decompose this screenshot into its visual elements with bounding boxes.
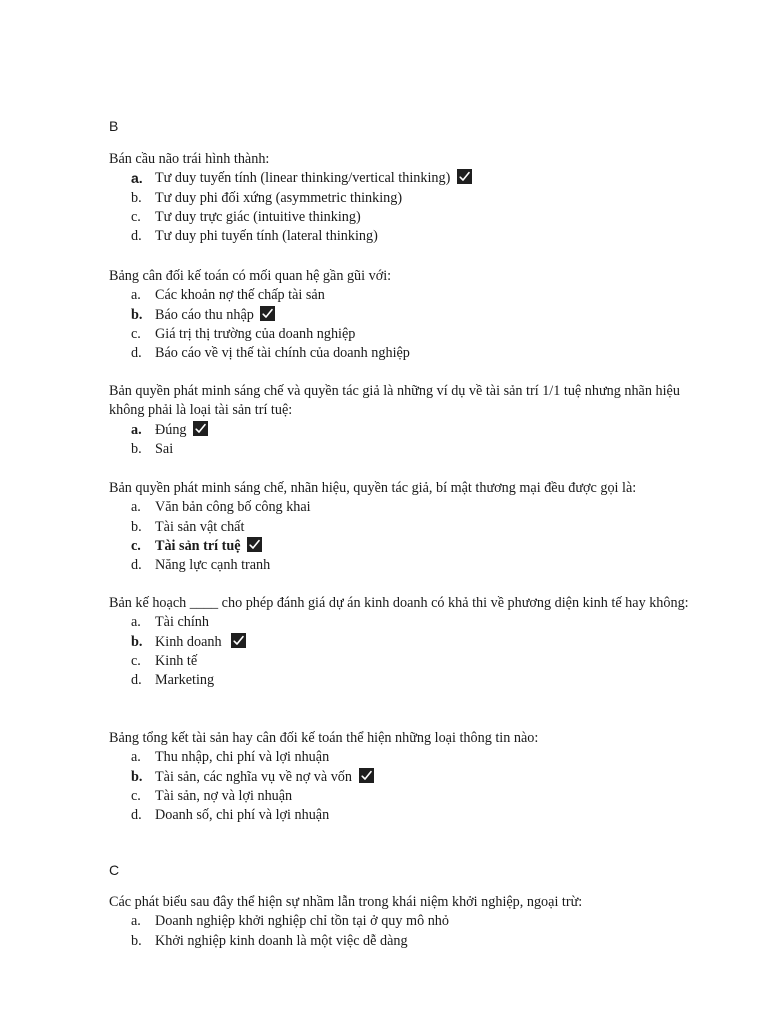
option-letter: d. xyxy=(131,345,142,362)
option-list xyxy=(109,613,694,690)
option-letter: a. xyxy=(131,913,141,930)
option-text: Tài sản, nợ và lợi nhuận xyxy=(155,787,293,804)
option-letter: c. xyxy=(131,325,141,342)
option-item xyxy=(109,768,694,787)
option-item xyxy=(109,344,694,363)
option-text: Doanh số, chi phí và lợi nhuận xyxy=(155,807,330,824)
option-text: Tư duy tuyến tính (linear thinking/vertical thinking) xyxy=(155,170,451,187)
option-item xyxy=(109,286,694,305)
option-item xyxy=(109,227,694,246)
option-item xyxy=(109,518,694,537)
option-item xyxy=(109,421,694,440)
option-text: Văn bản công bố công khai xyxy=(155,499,311,516)
option-letter: d. xyxy=(131,672,142,689)
option-letter: b. xyxy=(131,768,143,785)
question-text: Bán cầu não trái hình thành: xyxy=(109,151,270,167)
option-text: Khởi nghiệp kinh doanh là một việc dễ dàng xyxy=(155,932,408,949)
option-text: Đúng xyxy=(155,421,187,438)
option-text: Giá trị thị trường của doanh nghiệp xyxy=(155,325,356,342)
option-item xyxy=(109,787,694,806)
option-letter: b. xyxy=(131,633,143,650)
question-text: Bản kế hoạch ____ cho phép đánh giá dự án kinh doanh có khả thi về phương diện kinh tế hay không: xyxy=(109,595,689,611)
option-list xyxy=(109,286,694,363)
option-letter: a. xyxy=(131,499,141,516)
check-icon xyxy=(247,537,262,552)
question-text: Bảng tổng kết tài sản hay cân đối kế toán thể hiện những loại thông tin nào: xyxy=(109,730,539,746)
option-text: Marketing xyxy=(155,672,215,689)
option-text: Năng lực cạnh tranh xyxy=(155,557,271,574)
option-item xyxy=(109,556,694,575)
option-letter: d. xyxy=(131,807,142,824)
option-letter: c. xyxy=(131,537,141,554)
option-letter: b. xyxy=(131,932,142,949)
option-item xyxy=(109,169,694,188)
option-item xyxy=(109,671,694,690)
section-heading-b: B xyxy=(109,118,119,134)
option-letter: c. xyxy=(131,787,141,804)
check-icon xyxy=(359,768,374,783)
option-text: Kinh tế xyxy=(155,652,198,669)
option-text: Tài sản vật chất xyxy=(155,518,245,535)
option-text: Các khoản nợ thế chấp tài sản xyxy=(155,287,325,304)
option-list xyxy=(109,748,694,825)
option-text: Doanh nghiệp khởi nghiệp chỉ tồn tại ở quy mô nhỏ xyxy=(155,913,449,930)
option-item xyxy=(109,748,694,767)
question-block xyxy=(109,150,694,246)
option-item xyxy=(109,189,694,208)
option-text: Tài sản, các nghĩa vụ về nợ và vốn xyxy=(155,768,352,785)
question-block xyxy=(109,729,694,825)
option-letter: b. xyxy=(131,440,142,457)
option-text: Báo cáo về vị thế tài chính của doanh nghiệp xyxy=(155,345,410,362)
option-text: Tư duy phi tuyến tính (lateral thinking) xyxy=(155,228,378,245)
option-item xyxy=(109,633,694,652)
section-heading-c: C xyxy=(109,862,120,878)
option-text: Tài chính xyxy=(155,614,209,631)
option-item xyxy=(109,498,694,517)
question-block xyxy=(109,893,694,951)
question-block xyxy=(109,267,694,363)
option-text: Tài sản trí tuệ xyxy=(155,537,241,554)
option-letter: c. xyxy=(131,652,141,669)
option-letter: d. xyxy=(131,228,142,245)
option-item xyxy=(109,537,694,556)
option-list xyxy=(109,169,694,246)
question-block xyxy=(109,382,694,459)
check-icon xyxy=(457,169,472,184)
option-letter: c. xyxy=(131,208,141,225)
question-text: Bản quyền phát minh sáng chế và quyền tác giả là những ví dụ về tài sản trí 1/1 tuệ nhưng nhãn hiệu không phải là loại tài sản trí tuệ: xyxy=(109,383,680,419)
option-item xyxy=(109,440,694,459)
question-block xyxy=(109,479,694,575)
question-block xyxy=(109,594,694,690)
check-icon xyxy=(193,421,208,436)
option-letter: a. xyxy=(131,287,141,304)
option-item xyxy=(109,806,694,825)
option-text: Sai xyxy=(155,440,174,457)
option-text: Tư duy trực giác (intuitive thinking) xyxy=(155,208,361,225)
option-list xyxy=(109,498,694,575)
option-list xyxy=(109,421,694,460)
option-item xyxy=(109,912,694,931)
option-letter: b. xyxy=(131,306,143,323)
option-list xyxy=(109,912,694,951)
option-item xyxy=(109,613,694,632)
check-icon xyxy=(260,306,275,321)
option-text: Kinh doanh xyxy=(155,633,222,650)
check-icon xyxy=(231,633,246,648)
option-letter: b. xyxy=(131,518,142,535)
option-letter: b. xyxy=(131,189,142,206)
question-text: Bản quyền phát minh sáng chế, nhãn hiệu, quyền tác giả, bí mật thương mại đều được gọi là: xyxy=(109,480,637,496)
option-item xyxy=(109,325,694,344)
option-letter: d. xyxy=(131,557,142,574)
option-text: Tư duy phi đối xứng (asymmetric thinking) xyxy=(155,189,403,206)
option-text: Báo cáo thu nhập xyxy=(155,306,254,323)
option-letter: a. xyxy=(131,614,141,631)
option-item xyxy=(109,932,694,951)
option-letter: a. xyxy=(131,421,142,438)
option-item xyxy=(109,208,694,227)
option-letter: a. xyxy=(131,170,143,187)
question-text: Các phát biểu sau đây thể hiện sự nhầm lẫn trong khái niệm khởi nghiệp, ngoại trừ: xyxy=(109,894,583,910)
option-item xyxy=(109,306,694,325)
option-item xyxy=(109,652,694,671)
option-letter: a. xyxy=(131,749,141,766)
question-text: Bảng cân đối kế toán có mối quan hệ gần gũi với: xyxy=(109,268,392,284)
option-text: Thu nhập, chi phí và lợi nhuận xyxy=(155,749,330,766)
